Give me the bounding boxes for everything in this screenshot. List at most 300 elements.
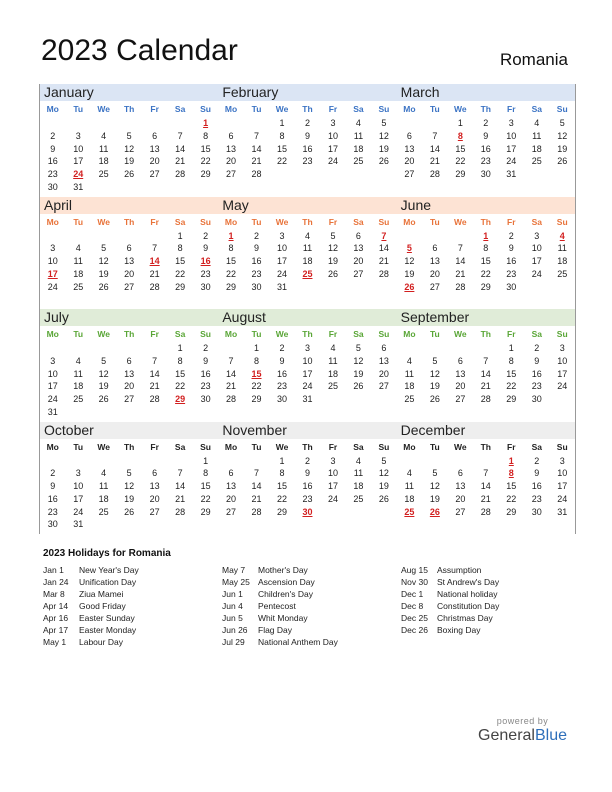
weekday-label: Mo <box>224 441 238 452</box>
day-cell: 15 <box>480 256 491 267</box>
day-cell: 30 <box>506 281 517 292</box>
holiday-item <box>401 564 499 576</box>
day-cell: 9 <box>534 468 540 479</box>
day-cell: 6 <box>381 343 387 353</box>
day-cell: 20 <box>149 156 160 167</box>
weekday-label: Th <box>480 216 491 227</box>
day-cell: 15 <box>226 256 237 267</box>
holiday-day-cell: 24 <box>73 169 84 180</box>
holiday-day-cell: 1 <box>228 230 234 241</box>
day-cell: 27 <box>226 169 237 180</box>
week-row <box>218 281 396 294</box>
empty-day-cell <box>320 281 345 294</box>
day-cell: 1 <box>177 343 183 353</box>
holiday-date: Jan 1 <box>43 565 64 575</box>
day-cell: 20 <box>429 268 440 279</box>
week-row <box>40 493 218 506</box>
holiday-name: National Anthem Day <box>258 637 338 647</box>
week-row <box>40 355 218 368</box>
holiday-date: Apr 16 <box>43 613 69 623</box>
week-row <box>218 467 396 480</box>
day-cell: 3 <box>559 455 565 466</box>
holiday-day-cell: 16 <box>200 256 211 267</box>
day-cell: 30 <box>277 394 288 405</box>
day-cell: 22 <box>200 493 211 504</box>
weekday-label: Th <box>123 104 135 114</box>
holiday-day-cell: 1 <box>508 455 514 466</box>
day-cell: 13 <box>455 481 466 492</box>
day-cell: 5 <box>126 468 132 479</box>
empty-day-cell <box>142 181 167 194</box>
holiday-column-2 <box>222 564 338 648</box>
week-row <box>40 155 218 168</box>
day-cell: 19 <box>429 493 440 504</box>
weekday-label: Su <box>556 216 568 227</box>
day-cell: 28 <box>429 169 440 180</box>
day-cell: 24 <box>302 381 313 392</box>
empty-day-cell <box>91 406 116 419</box>
day-cell: 28 <box>480 394 491 405</box>
powered-by-text: powered by <box>496 716 549 726</box>
holiday-name: Whit Monday <box>258 613 308 623</box>
day-cell: 22 <box>277 156 288 167</box>
day-cell: 16 <box>47 156 58 167</box>
empty-day-cell <box>142 518 167 531</box>
day-cell: 27 <box>378 381 389 392</box>
day-cell: 3 <box>75 468 81 479</box>
weekday-label: We <box>97 104 110 114</box>
holiday-date: Dec 26 <box>401 625 428 635</box>
day-cell: 4 <box>304 230 310 241</box>
day-cell: 5 <box>355 343 361 353</box>
empty-day-cell <box>116 230 141 243</box>
week-row <box>218 393 396 406</box>
holiday-name: Easter Sunday <box>79 613 135 623</box>
empty-day-cell <box>218 455 243 468</box>
day-cell: 24 <box>557 381 568 392</box>
empty-day-cell <box>91 342 116 355</box>
week-row <box>397 506 575 519</box>
day-cell: 30 <box>47 519 58 530</box>
day-cell: 24 <box>531 268 542 279</box>
weekday-header <box>218 101 396 117</box>
weekday-label: Th <box>123 329 135 339</box>
day-cell: 11 <box>99 481 109 492</box>
holiday-date: Jun 4 <box>222 601 243 611</box>
day-cell: 7 <box>228 355 234 366</box>
day-cell: 27 <box>226 506 237 517</box>
holiday-name: Easter Monday <box>79 625 137 635</box>
day-cell: 31 <box>557 506 568 517</box>
day-cell: 23 <box>531 381 542 392</box>
weekday-label: Su <box>200 329 212 339</box>
empty-day-cell <box>397 455 422 468</box>
day-cell: 1 <box>279 455 285 466</box>
day-cell: 9 <box>254 243 260 254</box>
day-cell: 30 <box>47 181 58 192</box>
day-cell: 12 <box>327 243 338 254</box>
day-cell: 16 <box>302 143 313 154</box>
day-cell: 4 <box>330 343 336 353</box>
day-cell: 15 <box>200 143 211 154</box>
day-cell: 7 <box>254 130 260 141</box>
holiday-item <box>401 624 499 636</box>
brand-logo[interactable] <box>478 716 567 745</box>
week-row <box>40 168 218 181</box>
day-cell: 8 <box>254 355 260 366</box>
empty-day-cell <box>550 393 575 406</box>
weekday-label: Fr <box>507 329 516 339</box>
day-cell: 20 <box>124 268 135 279</box>
week-row <box>218 480 396 493</box>
holiday-item <box>222 624 338 636</box>
week-row <box>218 268 396 281</box>
month-name: August <box>218 309 396 326</box>
month-february <box>218 84 396 197</box>
day-cell: 7 <box>177 468 183 479</box>
day-cell: 24 <box>277 268 288 279</box>
weekday-label: Su <box>378 441 390 452</box>
weekday-header <box>40 439 218 455</box>
day-cell: 29 <box>200 169 211 180</box>
day-cell: 17 <box>47 381 58 392</box>
day-cell: 28 <box>226 394 237 405</box>
day-cell: 26 <box>378 156 389 167</box>
weekday-label: Tu <box>251 441 262 452</box>
empty-day-cell <box>371 506 396 519</box>
weekday-label: Fr <box>150 216 159 227</box>
holiday-date: Jun 5 <box>222 613 243 623</box>
weekday-label: Sa <box>174 216 186 227</box>
holiday-day-cell: 26 <box>429 506 440 517</box>
day-cell: 29 <box>200 506 211 517</box>
holiday-day-cell: 1 <box>483 230 489 241</box>
day-cell: 12 <box>378 130 389 141</box>
day-cell: 5 <box>101 243 107 254</box>
day-cell: 7 <box>457 243 463 254</box>
weekday-label: Su <box>200 441 212 452</box>
week-row <box>40 342 218 355</box>
day-cell: 4 <box>406 355 412 366</box>
month-december <box>397 422 575 535</box>
day-cell: 2 <box>50 130 56 141</box>
day-cell: 9 <box>203 355 209 366</box>
day-cell: 20 <box>455 493 466 504</box>
holiday-column-1 <box>43 564 139 648</box>
weekday-label: Sa <box>353 329 364 339</box>
day-cell: 6 <box>228 130 234 141</box>
day-cell: 14 <box>175 143 186 154</box>
day-cell: 19 <box>557 143 568 154</box>
day-cell: 13 <box>429 256 440 267</box>
day-cell: 30 <box>251 281 262 292</box>
weekday-label: Th <box>302 329 313 339</box>
day-cell: 16 <box>251 256 262 267</box>
weekday-label: Fr <box>328 104 338 114</box>
day-cell: 21 <box>226 381 237 392</box>
day-cell: 19 <box>404 268 415 279</box>
day-cell: 25 <box>73 394 84 405</box>
weekday-label: Sa <box>174 329 186 339</box>
week-row <box>218 493 396 506</box>
weekday-header <box>397 326 575 342</box>
day-cell: 3 <box>50 355 56 366</box>
day-cell: 9 <box>50 143 56 154</box>
empty-day-cell <box>524 168 549 181</box>
day-cell: 28 <box>175 506 186 517</box>
holiday-date: Apr 14 <box>43 601 69 611</box>
weekday-label: Mo <box>46 329 59 339</box>
day-cell: 2 <box>304 455 310 466</box>
day-cell: 16 <box>302 481 313 492</box>
empty-day-cell <box>218 117 243 130</box>
day-cell: 2 <box>203 230 209 241</box>
day-cell: 11 <box>302 243 313 254</box>
week-row <box>40 130 218 143</box>
week-row <box>40 406 218 419</box>
day-cell: 20 <box>149 493 160 504</box>
weekday-header <box>397 101 575 117</box>
day-cell: 26 <box>124 169 135 180</box>
day-cell: 19 <box>327 256 338 267</box>
empty-day-cell <box>193 181 218 194</box>
day-cell: 1 <box>508 343 514 353</box>
day-cell: 26 <box>353 381 364 392</box>
holiday-item <box>222 612 338 624</box>
week-row <box>397 255 575 268</box>
day-cell: 3 <box>50 243 56 254</box>
day-cell: 11 <box>99 143 109 154</box>
day-cell: 21 <box>251 156 262 167</box>
day-cell: 4 <box>75 355 81 366</box>
day-cell: 1 <box>279 118 285 128</box>
day-cell: 27 <box>149 506 160 517</box>
day-cell: 3 <box>534 230 540 241</box>
holidays-title: 2023 Holidays for Romania <box>43 548 171 559</box>
day-cell: 23 <box>47 506 58 517</box>
weekday-label: Mo <box>403 441 416 452</box>
day-cell: 5 <box>381 455 387 466</box>
weekday-label: We <box>275 441 289 452</box>
day-cell: 8 <box>203 130 209 141</box>
week-row <box>40 230 218 243</box>
day-cell: 27 <box>124 281 135 292</box>
day-cell: 7 <box>152 243 158 254</box>
weekday-label: Sa <box>531 441 542 452</box>
day-cell: 29 <box>506 394 517 405</box>
day-cell: 6 <box>152 130 158 141</box>
empty-day-cell <box>91 181 116 194</box>
month-october <box>40 422 218 535</box>
empty-day-cell <box>244 455 269 468</box>
day-cell: 3 <box>75 130 81 141</box>
day-cell: 15 <box>277 143 288 154</box>
day-cell: 14 <box>149 368 160 379</box>
day-cell: 2 <box>279 343 285 353</box>
holiday-item <box>43 564 139 576</box>
weekday-label: Tu <box>429 329 440 339</box>
weekday-header <box>397 439 575 455</box>
day-cell: 29 <box>277 506 288 517</box>
day-cell: 19 <box>353 368 364 379</box>
holiday-item <box>222 600 338 612</box>
week-row <box>397 168 575 181</box>
day-cell: 7 <box>152 355 158 366</box>
day-cell: 2 <box>50 468 56 479</box>
brand-name-part1: General <box>478 727 535 744</box>
week-row <box>40 467 218 480</box>
week-row <box>218 168 396 181</box>
empty-day-cell <box>91 117 116 130</box>
week-row <box>397 342 575 355</box>
day-cell: 17 <box>327 143 338 154</box>
weekday-label: Mo <box>224 216 238 227</box>
day-cell: 5 <box>381 118 387 128</box>
day-cell: 31 <box>302 394 313 405</box>
day-cell: 19 <box>429 381 440 392</box>
weekday-label: Tu <box>73 441 84 452</box>
day-cell: 25 <box>353 493 364 504</box>
weekday-label: Su <box>378 216 390 227</box>
day-cell: 3 <box>508 118 514 128</box>
weekday-label: Tu <box>429 216 440 227</box>
weekday-label: Fr <box>150 104 159 114</box>
holiday-item <box>43 600 139 612</box>
week-row <box>218 355 396 368</box>
holiday-name: Boxing Day <box>437 625 481 635</box>
holiday-item <box>43 612 139 624</box>
empty-day-cell <box>116 406 141 419</box>
weekday-label: Tu <box>73 329 84 339</box>
day-cell: 18 <box>353 481 364 492</box>
empty-day-cell <box>167 181 192 194</box>
holiday-item <box>401 600 499 612</box>
weekday-label: Tu <box>251 216 262 227</box>
month-name: March <box>397 84 575 101</box>
day-cell: 11 <box>404 368 415 379</box>
empty-day-cell <box>116 117 141 130</box>
weekday-label: We <box>97 329 110 339</box>
week-row <box>397 130 575 143</box>
day-cell: 27 <box>404 169 415 180</box>
empty-day-cell <box>371 168 396 181</box>
day-cell: 24 <box>73 506 84 517</box>
month-name: February <box>218 84 396 101</box>
day-cell: 13 <box>124 256 135 267</box>
day-cell: 6 <box>457 468 463 479</box>
weekday-label: Fr <box>328 329 338 339</box>
day-cell: 18 <box>557 256 568 267</box>
day-cell: 8 <box>228 243 234 254</box>
day-cell: 23 <box>200 381 211 392</box>
day-cell: 22 <box>226 268 237 279</box>
day-cell: 1 <box>177 230 183 241</box>
day-cell: 6 <box>432 243 438 254</box>
empty-day-cell <box>167 455 192 468</box>
weekday-label: Tu <box>251 104 262 114</box>
holiday-item <box>222 636 338 648</box>
day-cell: 27 <box>455 394 466 405</box>
weekday-label: We <box>275 216 289 227</box>
weekday-label: Su <box>556 441 568 452</box>
day-cell: 12 <box>404 256 415 267</box>
day-cell: 18 <box>531 143 542 154</box>
week-row <box>218 380 396 393</box>
day-cell: 11 <box>353 130 364 141</box>
day-cell: 3 <box>330 455 336 466</box>
day-cell: 20 <box>378 368 389 379</box>
weekday-label: Sa <box>531 329 542 339</box>
holiday-date: Jan 24 <box>43 577 69 587</box>
week-row <box>218 255 396 268</box>
day-cell: 26 <box>429 394 440 405</box>
day-cell: 8 <box>177 243 183 254</box>
day-cell: 11 <box>353 468 364 479</box>
holiday-name: Ascension Day <box>258 577 315 587</box>
weekday-label: We <box>454 216 467 227</box>
holiday-day-cell: 15 <box>251 368 262 379</box>
weekday-label: Su <box>556 104 568 114</box>
weekday-label: Fr <box>507 216 516 227</box>
day-cell: 2 <box>203 343 209 353</box>
holiday-date: Dec 25 <box>401 613 428 623</box>
day-cell: 19 <box>124 156 135 167</box>
holiday-day-cell: 8 <box>508 468 514 479</box>
day-cell: 28 <box>149 281 160 292</box>
weekday-label: We <box>97 441 110 452</box>
month-january <box>40 84 218 197</box>
day-cell: 29 <box>455 169 466 180</box>
week-row <box>218 242 396 255</box>
day-cell: 20 <box>226 493 237 504</box>
day-cell: 30 <box>480 169 491 180</box>
weekday-label: Su <box>378 329 390 339</box>
day-cell: 16 <box>531 481 542 492</box>
weekday-label: We <box>454 329 467 339</box>
month-june <box>397 197 575 310</box>
empty-day-cell <box>167 406 192 419</box>
empty-day-cell <box>320 168 345 181</box>
day-cell: 12 <box>557 130 568 141</box>
day-cell: 15 <box>175 368 186 379</box>
day-cell: 13 <box>353 243 364 254</box>
empty-day-cell <box>65 455 90 468</box>
empty-day-cell <box>40 342 65 355</box>
weekday-label: Su <box>378 104 390 114</box>
day-cell: 9 <box>304 468 310 479</box>
day-cell: 6 <box>457 355 463 366</box>
empty-day-cell <box>550 281 575 294</box>
week-row <box>397 380 575 393</box>
month-name: June <box>397 197 575 214</box>
day-cell: 3 <box>330 118 336 128</box>
holiday-name: Christmas Day <box>437 613 493 623</box>
day-cell: 26 <box>124 506 135 517</box>
day-cell: 20 <box>404 156 415 167</box>
day-cell: 25 <box>404 394 415 405</box>
holiday-date: Dec 8 <box>401 601 424 611</box>
day-cell: 21 <box>455 268 466 279</box>
day-cell: 12 <box>98 368 109 379</box>
day-cell: 21 <box>480 493 491 504</box>
week-row <box>397 230 575 243</box>
weekday-label: Th <box>302 441 313 452</box>
day-cell: 24 <box>506 156 517 167</box>
weekday-label: Su <box>200 104 212 114</box>
day-cell: 12 <box>429 481 440 492</box>
day-cell: 19 <box>124 493 135 504</box>
day-cell: 10 <box>302 355 313 366</box>
